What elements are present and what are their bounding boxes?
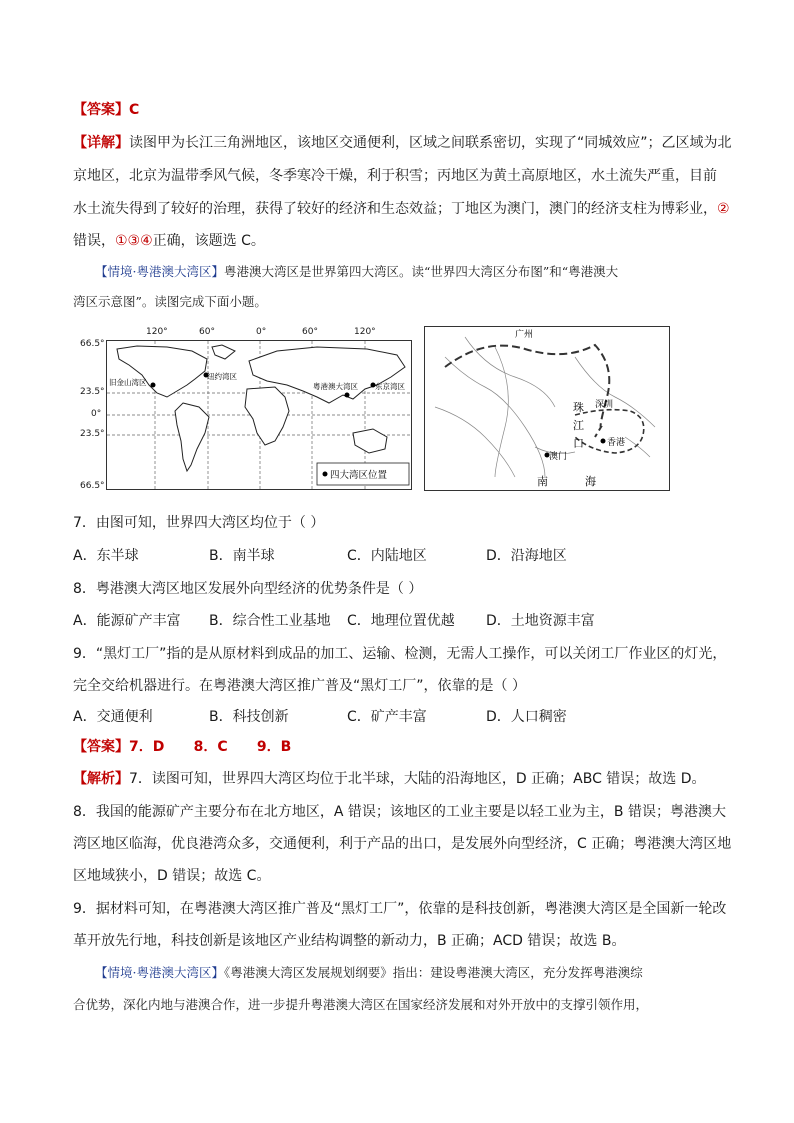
lon-label: 60° <box>302 327 318 337</box>
bay-label-tokyo: 东京湾区 <box>375 382 405 391</box>
detail-label: 【详解】 <box>73 135 129 151</box>
answer-label: 【答案】 <box>73 739 129 755</box>
legend-label: 四大湾区位置 <box>330 470 388 481</box>
q9-option-a: A．交通便利 <box>73 709 153 725</box>
detail-text: 水土流失得到了较好的治理，获得了较好的经济和生态效益；丁地区为澳门，澳门的经济支柱为博彩业， <box>73 201 717 217</box>
north-america-shape <box>117 346 207 397</box>
hk-dot <box>601 439 606 444</box>
river-label: 江 <box>573 419 584 432</box>
q9-stem-2: 完全交给机器进行。在粤港澳大湾区推广普及“黑灯工厂”，依靠的是（ ） <box>73 678 526 694</box>
q8-option-a: A．能源矿产丰富 <box>73 613 181 629</box>
context-tag: 【情境·粤港澳大湾区】 <box>95 264 224 279</box>
q8-option-d: D．土地资源丰富 <box>486 613 595 629</box>
sea-label-sea: 海 <box>585 475 596 488</box>
analysis-line-8c: 区地域狭小，D 错误；故选 C。 <box>73 868 271 884</box>
detail-line-1 <box>73 133 732 153</box>
africa-shape <box>245 387 289 445</box>
detail-text: 错误， <box>73 233 115 249</box>
lon-label: 0° <box>256 327 267 337</box>
q9-option-d: D．人口稠密 <box>486 709 567 725</box>
answer-label: 【答案】 <box>73 102 129 118</box>
context-line-2: 湾区示意图”。读图完成下面小题。 <box>73 294 267 309</box>
circled-numbers: ①③④ <box>115 233 153 249</box>
context-tag: 【情境·粤港澳大湾区】 <box>95 965 224 980</box>
analysis-line-9a: 9．据材料可知，在粤港澳大湾区推广普及“黑灯工厂”，依靠的是科技创新，粤港澳大湾区是全国新一轮改 <box>73 901 727 917</box>
pearl-label: 珠 <box>573 401 584 414</box>
analysis-text: 7．读图可知，世界四大湾区均位于北半球，大陆的沿海地区，D 正确；ABC 错误；故选 D。 <box>129 771 706 787</box>
answer-value: 7．D 8．C 9．B <box>129 739 292 755</box>
lat-label: 66.5° <box>80 481 105 491</box>
detail-text: 正确，该题选 C。 <box>152 233 265 249</box>
bay-label-sf: 旧金山湾区 <box>109 378 147 387</box>
analysis-line-9b: 革开放先行地，科技创新是该地区产业结构调整的新动力，B 正确；ACD 错误；故选 B。 <box>73 933 626 949</box>
boundary-line <box>445 345 609 437</box>
analysis-line-8b: 湾区地区临海，优良港湾众多，交通便利，利于产品的出口，是发展外向型经济，C 正确；粤港澳大湾区地 <box>73 836 732 852</box>
south-america-shape <box>175 403 209 471</box>
q7-stem: 7．由图可知，世界四大湾区均位于（ ） <box>73 515 325 531</box>
analysis-line-7 <box>73 769 706 789</box>
detail-line-3 <box>73 199 730 219</box>
q9-option-c: C．矿产丰富 <box>347 709 427 725</box>
q8-option-c: C．地理位置优越 <box>347 613 455 629</box>
sea-label-south: 南 <box>537 475 548 488</box>
context-text: 粤港澳大湾区是世界第四大湾区。读“世界四大湾区分布图”和“粤港澳大 <box>223 264 619 279</box>
mouth-label: 口 <box>573 437 584 450</box>
legend-dot <box>323 472 328 477</box>
answer-line-2 <box>73 737 291 757</box>
gba-map <box>424 326 670 491</box>
lon-label: 120° <box>354 327 376 337</box>
lat-label: 23.5° <box>80 429 105 439</box>
australia-shape <box>353 429 387 453</box>
analysis-line-8a: 8．我国的能源矿产主要分布在北方地区，A 错误；该地区的工业主要是以轻工业为主，B 错误；粤港澳大 <box>73 804 726 820</box>
detail-line-2: 京地区，北京为温带季风气候，冬季寒冷干燥，利于积雪；丙地区为黄土高原地区，水土流失严重，目前 <box>73 168 717 184</box>
lon-label: 60° <box>199 327 215 337</box>
city-label-hongkong: 香港 <box>607 438 626 448</box>
lat-label: 66.5° <box>80 339 105 349</box>
q9-stem-1: 9．“黑灯工厂”指的是从原材料到成品的加工、运输、检测，无需人工操作，可以关闭工厂作业区的灯光， <box>73 646 727 662</box>
context-line-1 <box>95 262 618 282</box>
city-label-shenzhen: 深圳 <box>595 400 614 410</box>
answer-value: C <box>129 102 140 118</box>
circled-number: ② <box>717 201 730 217</box>
q7-option-c: C．内陆地区 <box>347 548 427 564</box>
bay-label-ny: 纽约湾区 <box>207 372 237 381</box>
q8-option-b: B．综合性工业基地 <box>209 613 331 629</box>
greenland-shape <box>212 345 235 359</box>
q7-option-d: D．沿海地区 <box>486 548 567 564</box>
q8-stem: 8．粤港澳大湾区地区发展外向型经济的优势条件是（ ） <box>73 581 423 597</box>
city-label-guangzhou: 广州 <box>515 330 534 340</box>
context-text: 《粤港澳大湾区发展规划纲要》指出：建设粤港澳大湾区，充分发挥粤港澳综 <box>223 965 643 980</box>
context2-line-2: 合优势，深化内地与港澳合作，进一步提升粤港澳大湾区在国家经济发展和对外开放中的支撑引领作用， <box>73 997 649 1012</box>
analysis-label: 【解析】 <box>73 771 129 787</box>
q9-option-b: B．科技创新 <box>209 709 289 725</box>
detail-text: 读图甲为长江三角洲地区，该地区交通便利，区域之间联系密切，实现了“同城效应”；乙区域为北 <box>129 135 732 151</box>
lon-label: 120° <box>146 327 168 337</box>
lat-label: 0° <box>91 409 102 419</box>
world-bay-map <box>106 340 412 490</box>
q7-option-a: A．东半球 <box>73 548 139 564</box>
answer-line-1 <box>73 100 139 120</box>
lat-label: 23.5° <box>80 387 105 397</box>
q7-option-b: B．南半球 <box>209 548 275 564</box>
bay-label-gba: 粤港澳大湾区 <box>313 382 358 391</box>
city-label-macau: 澳门 <box>549 452 568 462</box>
detail-line-4 <box>73 231 265 251</box>
context2-line-1 <box>95 963 643 983</box>
